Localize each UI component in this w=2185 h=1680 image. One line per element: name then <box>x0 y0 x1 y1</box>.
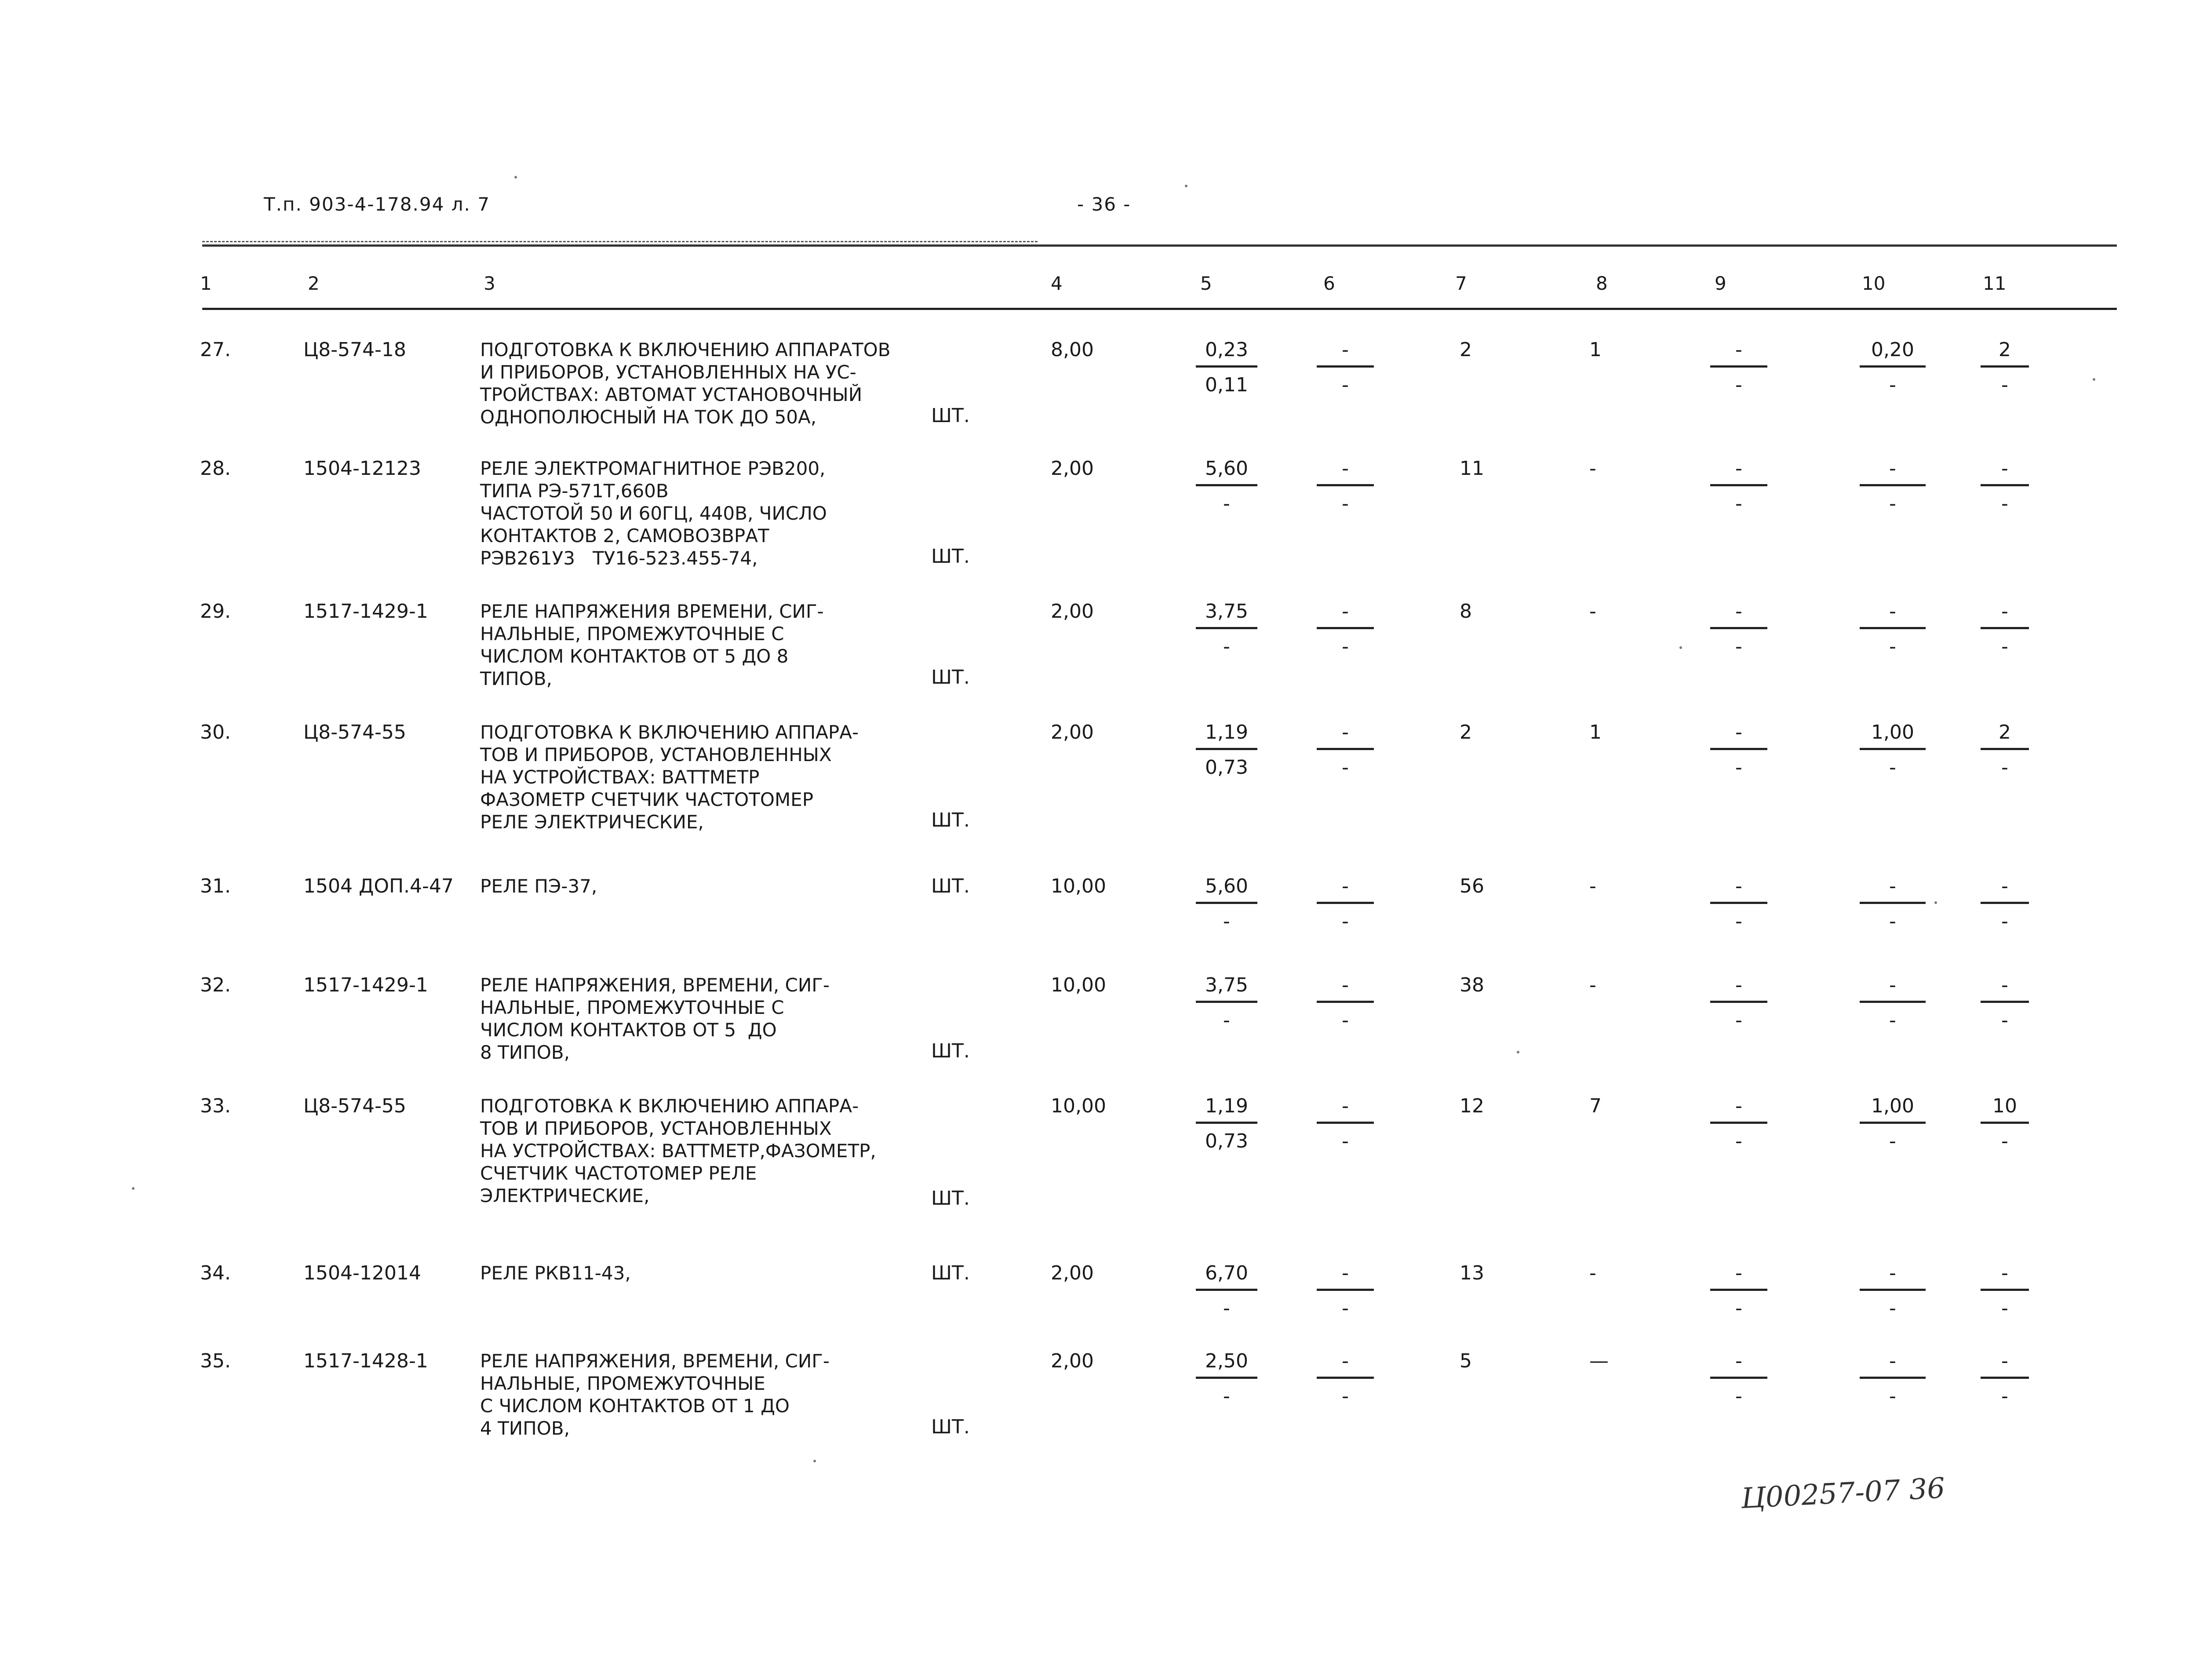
scan-speck <box>813 1460 816 1462</box>
row-number: 32. <box>200 974 231 996</box>
work-description: ПОДГОТОВКА К ВКЛЮЧЕНИЮ АППАРАТОВ И ПРИБОРОВ, УСТАНОВЛЕННЫХ НА УС- ТРОЙСТВАХ: АВТОМАТ УСТАНОВОЧНЫЙ ОДНОПОЛЮСНЫЙ НА ТОК ДО 50А, <box>480 339 891 428</box>
fraction-cell-col5 <box>1196 457 1257 515</box>
fraction-cell-col11 <box>1981 1262 2029 1319</box>
fraction-denominator: - <box>1735 635 1742 658</box>
fraction-numerator: - <box>1860 457 1926 486</box>
fraction-cell-col9 <box>1710 1262 1767 1319</box>
quantity: 10,00 <box>1051 974 1106 996</box>
fraction-numerator: - <box>1860 875 1926 904</box>
fraction-numerator: 1,19 <box>1196 1095 1257 1124</box>
fraction-cell-col10 <box>1860 1095 1926 1152</box>
fraction-cell-col10 <box>1860 1350 1926 1407</box>
fraction-cell-col5 <box>1196 1262 1257 1319</box>
column-number: 1 <box>200 273 212 294</box>
norm-code: 1517-1428-1 <box>303 1350 428 1372</box>
fraction-numerator: - <box>1710 1350 1767 1379</box>
scan-speck <box>1185 185 1187 187</box>
page-number: - 36 - <box>1077 193 1131 215</box>
row-number: 31. <box>200 875 231 897</box>
norm-code: 1517-1429-1 <box>303 974 428 996</box>
unit-of-measure: ШТ. <box>931 545 970 568</box>
fraction-denominator: - <box>1735 1130 1742 1152</box>
column-7-value: 2 <box>1460 339 1472 361</box>
column-8-value: 1 <box>1589 339 1602 361</box>
fraction-numerator: - <box>1710 600 1767 629</box>
fraction-denominator: - <box>2001 756 2008 779</box>
fraction-numerator: 2,50 <box>1196 1350 1257 1379</box>
quantity: 2,00 <box>1051 600 1094 623</box>
quantity: 2,00 <box>1051 457 1094 480</box>
fraction-numerator: - <box>1710 339 1767 368</box>
handwritten-archive-number: Ц00257-07 36 <box>1740 1472 1946 1516</box>
fraction-numerator: 10 <box>1981 1095 2029 1124</box>
fraction-cell-col6 <box>1317 1095 1374 1152</box>
fraction-numerator: - <box>1317 974 1374 1003</box>
column-number: 8 <box>1596 273 1608 294</box>
fraction-denominator: - <box>1889 1009 1896 1031</box>
fraction-denominator: - <box>1342 374 1349 396</box>
fraction-cell-col10 <box>1860 339 1926 396</box>
fraction-cell-col11 <box>1981 721 2029 779</box>
fraction-numerator: 6,70 <box>1196 1262 1257 1291</box>
column-7-value: 2 <box>1460 721 1472 743</box>
column-7-value: 56 <box>1460 875 1484 897</box>
fraction-cell-col6 <box>1317 339 1374 396</box>
fraction-cell-col11 <box>1981 600 2029 658</box>
scan-speck <box>514 176 517 179</box>
fraction-cell-col6 <box>1317 1350 1374 1407</box>
fraction-numerator: - <box>1981 1350 2029 1379</box>
fraction-denominator: - <box>1342 1130 1349 1152</box>
row-number: 30. <box>200 721 231 743</box>
norm-code: Ц8-574-55 <box>303 721 406 743</box>
work-description: РЕЛЕ ЭЛЕКТРОМАГНИТНОЕ РЭВ200, ТИПА РЭ-571Т,660В ЧАСТОТОЙ 50 И 60ГЦ, 440В, ЧИСЛО КОНТАКТОВ 2, САМОВОЗВРАТ РЭВ261У3 ТУ16-523.455-74, <box>480 458 827 569</box>
scan-speck <box>132 1187 135 1190</box>
column-7-value: 5 <box>1460 1350 1472 1372</box>
document-code: Т.п. 903-4-178.94 л. 7 <box>264 193 490 215</box>
quantity: 10,00 <box>1051 1095 1106 1117</box>
fraction-denominator: - <box>2001 374 2008 396</box>
norm-code: 1504-12014 <box>303 1262 421 1284</box>
fraction-denominator: - <box>1223 1297 1230 1319</box>
fraction-numerator: - <box>1860 974 1926 1003</box>
fraction-cell-col11 <box>1981 875 2029 933</box>
fraction-numerator: - <box>1710 974 1767 1003</box>
column-8-value: - <box>1589 974 1596 996</box>
fraction-numerator: - <box>1317 339 1374 368</box>
fraction-cell-col10 <box>1860 875 1926 933</box>
fraction-numerator: - <box>1710 1095 1767 1124</box>
fraction-denominator: - <box>2001 1385 2008 1407</box>
fraction-denominator: - <box>1889 910 1896 933</box>
fraction-cell-col9 <box>1710 457 1767 515</box>
fraction-cell-col9 <box>1710 600 1767 658</box>
fraction-denominator: 0,73 <box>1205 1130 1248 1152</box>
norm-code: Ц8-574-55 <box>303 1095 406 1117</box>
fraction-cell-col5 <box>1196 1350 1257 1407</box>
fraction-cell-col10 <box>1860 600 1926 658</box>
fraction-denominator: - <box>1223 910 1230 933</box>
fraction-numerator: - <box>1710 1262 1767 1291</box>
fraction-denominator: - <box>2001 492 2008 515</box>
column-8-value: - <box>1589 600 1596 623</box>
fraction-denominator: - <box>1342 756 1349 779</box>
scan-speck <box>1934 901 1937 904</box>
norm-code: 1517-1429-1 <box>303 600 428 623</box>
fraction-cell-col9 <box>1710 1095 1767 1152</box>
fraction-cell-col9 <box>1710 875 1767 933</box>
unit-of-measure: ШТ. <box>931 1187 970 1210</box>
column-7-value: 38 <box>1460 974 1484 996</box>
fraction-cell-col10 <box>1860 974 1926 1031</box>
fraction-numerator: 5,60 <box>1196 457 1257 486</box>
column-number: 5 <box>1200 273 1212 294</box>
fraction-denominator: - <box>1342 635 1349 658</box>
work-description: ПОДГОТОВКА К ВКЛЮЧЕНИЮ АППАРА- ТОВ И ПРИБОРОВ, УСТАНОВЛЕННЫХ НА УСТРОЙСТВАХ: ВАТТМЕТР,ФАЗОМЕТР, СЧЕТЧИК ЧАСТОТОМЕР РЕЛЕ ЭЛЕКТРИЧЕСКИЕ, <box>480 1095 876 1206</box>
fraction-cell-col6 <box>1317 600 1374 658</box>
fraction-denominator: - <box>1889 1297 1896 1319</box>
column-number: 3 <box>484 273 495 294</box>
fraction-numerator: - <box>1317 457 1374 486</box>
quantity: 2,00 <box>1051 1262 1094 1284</box>
fraction-cell-col5 <box>1196 721 1257 779</box>
fraction-numerator: 0,23 <box>1196 339 1257 368</box>
fraction-cell-col5 <box>1196 875 1257 933</box>
fraction-denominator: - <box>1889 492 1896 515</box>
fraction-denominator: - <box>1889 635 1896 658</box>
fraction-denominator: - <box>1735 910 1742 933</box>
fraction-denominator: - <box>1735 374 1742 396</box>
unit-of-measure: ШТ. <box>931 1262 970 1284</box>
fraction-numerator: - <box>1710 721 1767 750</box>
fraction-denominator: 0,73 <box>1205 756 1248 779</box>
fraction-cell-col5 <box>1196 339 1257 396</box>
fraction-cell-col10 <box>1860 457 1926 515</box>
quantity: 10,00 <box>1051 875 1106 897</box>
fraction-denominator: - <box>2001 1130 2008 1152</box>
fraction-numerator: - <box>1981 1262 2029 1291</box>
work-description: РЕЛЕ РКВ11-43, <box>480 1262 631 1284</box>
fraction-denominator: - <box>1342 1385 1349 1407</box>
row-number: 34. <box>200 1262 231 1284</box>
fraction-cell-col11 <box>1981 1095 2029 1152</box>
fraction-denominator: - <box>1223 1385 1230 1407</box>
fraction-numerator: - <box>1981 875 2029 904</box>
fraction-numerator: - <box>1860 600 1926 629</box>
header-bottom-rule <box>202 308 2117 310</box>
work-description: РЕЛЕ НАПРЯЖЕНИЯ ВРЕМЕНИ, СИГ- НАЛЬНЫЕ, ПРОМЕЖУТОЧНЫЕ С ЧИСЛОМ КОНТАКТОВ ОТ 5 ДО 8 ТИПОВ, <box>480 601 824 689</box>
fraction-denominator: - <box>1342 1297 1349 1319</box>
unit-of-measure: ШТ. <box>931 875 970 897</box>
fraction-cell-col9 <box>1710 1350 1767 1407</box>
fraction-denominator: - <box>1889 1130 1896 1152</box>
column-7-value: 11 <box>1460 457 1484 480</box>
fraction-cell-col9 <box>1710 721 1767 779</box>
fraction-numerator: - <box>1317 1095 1374 1124</box>
fraction-numerator: 3,75 <box>1196 600 1257 629</box>
fraction-numerator: 1,00 <box>1860 1095 1926 1124</box>
column-7-value: 13 <box>1460 1262 1484 1284</box>
fraction-denominator: - <box>2001 910 2008 933</box>
norm-code: 1504 ДОП.4-47 <box>303 875 454 897</box>
column-number: 2 <box>308 273 320 294</box>
fraction-denominator: - <box>1223 635 1230 658</box>
row-number: 29. <box>200 600 231 623</box>
header-dashed-rule <box>202 241 1038 242</box>
fraction-numerator: - <box>1981 457 2029 486</box>
fraction-numerator: 1,19 <box>1196 721 1257 750</box>
column-number: 9 <box>1715 273 1726 294</box>
fraction-denominator: - <box>1342 1009 1349 1031</box>
fraction-numerator: 0,20 <box>1860 339 1926 368</box>
fraction-denominator: - <box>1342 492 1349 515</box>
fraction-cell-col6 <box>1317 974 1374 1031</box>
fraction-denominator: - <box>1735 1385 1742 1407</box>
work-description: РЕЛЕ НАПРЯЖЕНИЯ, ВРЕМЕНИ, СИГ- НАЛЬНЫЕ, ПРОМЕЖУТОЧНЫЕ С ЧИСЛОМ КОНТАКТОВ ОТ 1 ДО 4 ТИПОВ, <box>480 1350 830 1439</box>
fraction-numerator: 3,75 <box>1196 974 1257 1003</box>
row-number: 27. <box>200 339 231 361</box>
fraction-cell-col6 <box>1317 721 1374 779</box>
fraction-denominator: - <box>1735 1297 1742 1319</box>
fraction-denominator: - <box>1223 492 1230 515</box>
fraction-cell-col10 <box>1860 721 1926 779</box>
table-top-rule <box>202 244 2117 247</box>
column-8-value: - <box>1589 875 1596 897</box>
fraction-cell-col5 <box>1196 974 1257 1031</box>
fraction-numerator: 2 <box>1981 721 2029 750</box>
unit-of-measure: ШТ. <box>931 405 970 427</box>
column-8-value: 1 <box>1589 721 1602 743</box>
fraction-numerator: - <box>1860 1350 1926 1379</box>
scan-speck <box>1517 1051 1519 1053</box>
work-description: РЕЛЕ НАПРЯЖЕНИЯ, ВРЕМЕНИ, СИГ- НАЛЬНЫЕ, ПРОМЕЖУТОЧНЫЕ С ЧИСЛОМ КОНТАКТОВ ОТ 5 ДО 8 ТИПОВ, <box>480 974 830 1063</box>
fraction-numerator: - <box>1317 600 1374 629</box>
fraction-cell-col11 <box>1981 457 2029 515</box>
unit-of-measure: ШТ. <box>931 809 970 831</box>
column-number: 11 <box>1983 273 2007 294</box>
fraction-cell-col6 <box>1317 457 1374 515</box>
fraction-denominator: 0,11 <box>1205 374 1248 396</box>
fraction-denominator: - <box>1889 1385 1896 1407</box>
fraction-cell-col11 <box>1981 974 2029 1031</box>
fraction-numerator: - <box>1317 1350 1374 1379</box>
fraction-denominator: - <box>2001 1009 2008 1031</box>
fraction-cell-col5 <box>1196 600 1257 658</box>
fraction-cell-col10 <box>1860 1262 1926 1319</box>
fraction-numerator: - <box>1710 875 1767 904</box>
fraction-cell-col5 <box>1196 1095 1257 1152</box>
quantity: 2,00 <box>1051 721 1094 743</box>
column-8-value: — <box>1589 1350 1609 1372</box>
scan-speck <box>1679 646 1682 649</box>
fraction-cell-col9 <box>1710 339 1767 396</box>
column-number: 7 <box>1455 273 1467 294</box>
fraction-numerator: - <box>1317 721 1374 750</box>
fraction-denominator: - <box>1342 910 1349 933</box>
fraction-cell-col11 <box>1981 1350 2029 1407</box>
fraction-denominator: - <box>1735 756 1742 779</box>
fraction-denominator: - <box>2001 635 2008 658</box>
fraction-numerator: 5,60 <box>1196 875 1257 904</box>
column-number: 10 <box>1862 273 1886 294</box>
fraction-denominator: - <box>1735 1009 1742 1031</box>
work-description: РЕЛЕ ПЭ-37, <box>480 875 597 897</box>
fraction-cell-col11 <box>1981 339 2029 396</box>
quantity: 8,00 <box>1051 339 1094 361</box>
fraction-numerator: - <box>1860 1262 1926 1291</box>
norm-code: Ц8-574-18 <box>303 339 406 361</box>
fraction-denominator: - <box>1735 492 1742 515</box>
work-description: ПОДГОТОВКА К ВКЛЮЧЕНИЮ АППАРА- ТОВ И ПРИБОРОВ, УСТАНОВЛЕННЫХ НА УСТРОЙСТВАХ: ВАТТМЕТР ФАЗОМЕТР СЧЕТЧИК ЧАСТОТОМЕР РЕЛЕ ЭЛЕКТРИЧЕСКИЕ, <box>480 722 859 833</box>
fraction-numerator: - <box>1981 600 2029 629</box>
column-8-value: 7 <box>1589 1095 1602 1117</box>
column-7-value: 8 <box>1460 600 1472 623</box>
fraction-numerator: - <box>1317 1262 1374 1291</box>
fraction-numerator: - <box>1317 875 1374 904</box>
unit-of-measure: ШТ. <box>931 1416 970 1438</box>
fraction-denominator: - <box>1889 374 1896 396</box>
fraction-denominator: - <box>2001 1297 2008 1319</box>
fraction-numerator: 2 <box>1981 339 2029 368</box>
column-8-value: - <box>1589 457 1596 480</box>
column-7-value: 12 <box>1460 1095 1484 1117</box>
column-8-value: - <box>1589 1262 1596 1284</box>
unit-of-measure: ШТ. <box>931 1040 970 1062</box>
row-number: 33. <box>200 1095 231 1117</box>
fraction-cell-col6 <box>1317 875 1374 933</box>
fraction-denominator: - <box>1223 1009 1230 1031</box>
quantity: 2,00 <box>1051 1350 1094 1372</box>
unit-of-measure: ШТ. <box>931 666 970 689</box>
row-number: 28. <box>200 457 231 480</box>
row-number: 35. <box>200 1350 231 1372</box>
fraction-numerator: - <box>1710 457 1767 486</box>
column-number: 4 <box>1051 273 1063 294</box>
norm-code: 1504-12123 <box>303 457 421 480</box>
fraction-cell-col6 <box>1317 1262 1374 1319</box>
fraction-numerator: - <box>1981 974 2029 1003</box>
column-number: 6 <box>1323 273 1335 294</box>
fraction-denominator: - <box>1889 756 1896 779</box>
fraction-numerator: 1,00 <box>1860 721 1926 750</box>
fraction-cell-col9 <box>1710 974 1767 1031</box>
scan-speck <box>2093 378 2095 381</box>
